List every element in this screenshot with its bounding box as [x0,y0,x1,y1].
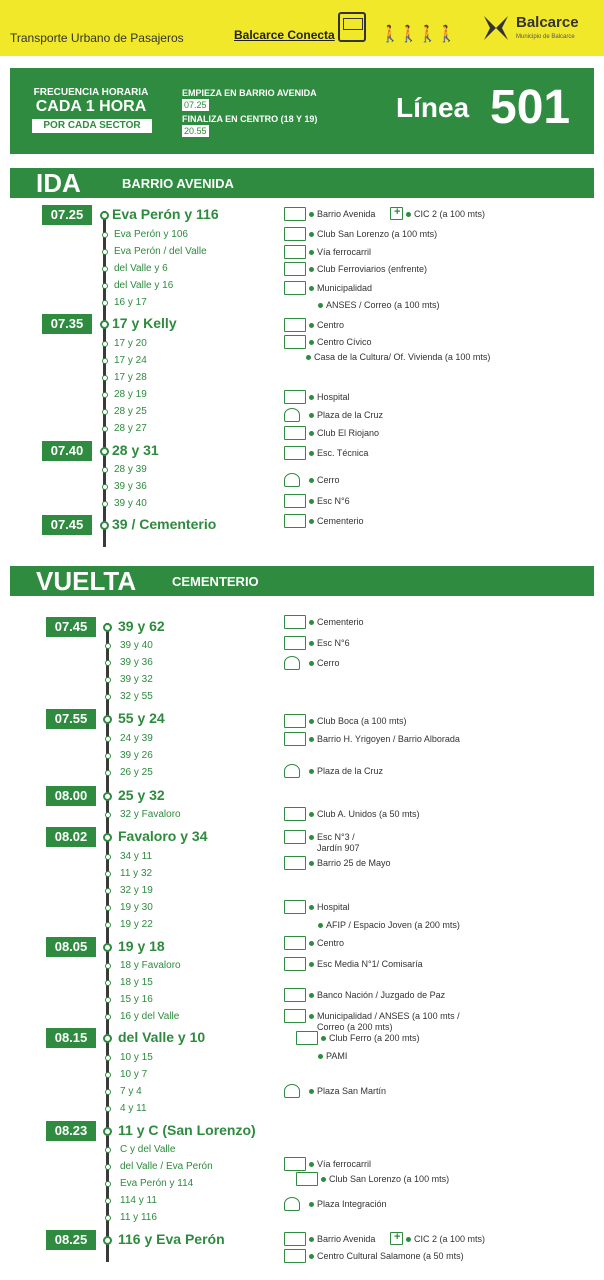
school-icon [284,446,306,460]
vuelta-destination: CEMENTERIO [172,574,259,589]
stop-marker [105,753,111,759]
school-icon [284,830,306,844]
stop-name: 28 y 39 [114,464,147,475]
poi-bullet [309,812,314,817]
stop-marker [105,1089,111,1095]
stop-marker [102,484,108,490]
stop-name: 18 y 15 [120,977,153,988]
poi-name: Esc N°6 [317,496,350,506]
poi-name: Municipalidad / ANSES (a 100 mts / Correo (a 200 mts) [317,1011,460,1032]
stop-name: 19 y 22 [120,919,153,930]
stop-marker [102,392,108,398]
stop-marker [105,660,111,666]
header-title: Transporte Urbano de Pasajeros [10,31,184,45]
poi-bullet [309,941,314,946]
side-credit [4,1129,10,1130]
page-header [0,0,604,56]
poi-bullet [309,1014,314,1019]
poi-name: Casa de la Cultura/ Of. Vivienda (a 100 mts) [314,352,491,362]
ida-section-header [10,168,594,198]
stop-marker [105,854,111,860]
tree-icon [284,1084,300,1098]
poi-bullet [309,993,314,998]
stop-marker [105,770,111,776]
poi-name: Club Boca (a 100 mts) [317,716,407,726]
vuelta-direction: VUELTA [36,566,137,596]
stop-marker [105,677,111,683]
stop-name: 114 y 11 [120,1195,157,1206]
stop-time: 08.15 [46,1028,96,1048]
stop-name: 28 y 31 [112,442,159,458]
people-icon: 🚶🚶🚶🚶 [380,26,456,43]
poi-bullet [309,1089,314,1094]
poi-bullet [309,451,314,456]
poi-name: Centro [317,320,345,330]
stop-time: 07.25 [42,205,92,225]
building-icon [284,856,306,870]
poi-bullet [309,340,314,345]
poi-bullet [309,737,314,742]
cultural-center-icon [284,1249,306,1263]
brand-name: Balcarce Conecta [234,28,335,42]
health-cross-icon: + [390,1232,403,1245]
stop-marker [103,792,112,801]
stop-time: 08.25 [46,1230,96,1250]
hospital-icon [284,390,306,404]
logo-subtitle: Municipio de Balcarce [516,34,575,40]
tree-icon [284,408,300,422]
club-icon [296,1172,318,1186]
hill-icon [284,656,300,670]
stop-name: 10 y 7 [120,1069,148,1080]
stop-name: 17 y 20 [114,338,147,349]
stop-name: 25 y 32 [118,787,165,803]
stop-name: 34 y 11 [120,851,153,862]
stop-marker [102,358,108,364]
poi-bullet [309,413,314,418]
stop-time: 07.45 [46,617,96,637]
stop-name: 11 y 116 [120,1212,157,1223]
stop-marker [102,249,108,255]
stop-marker [105,905,111,911]
poi-bullet [309,905,314,910]
poi-bullet [309,641,314,646]
poi-bullet [321,1177,326,1182]
stop-name: 28 y 25 [114,406,147,417]
stop-name: Eva Perón y 116 [112,206,219,222]
poi-bullet [309,212,314,217]
poi-name: Club A. Unidos (a 50 mts) [317,809,420,819]
tree-icon [284,1197,300,1211]
cemetery-icon [284,615,306,629]
poi-name: Cementerio [317,516,364,526]
stop-marker [105,1055,111,1061]
stop-marker [102,409,108,415]
poi-bullet [309,861,314,866]
stop-name: 55 y 24 [118,710,165,726]
stop-marker [105,1072,111,1078]
stop-name: 32 y 19 [120,885,153,896]
line-number: 501 [490,81,571,134]
stop-name: 10 y 15 [120,1052,153,1063]
poi-bullet [309,1237,314,1242]
poi-bullet [321,1036,326,1041]
club-icon [296,1031,318,1045]
vuelta-section-header [10,566,594,596]
poi-bullet [309,1254,314,1259]
end-label: FINALIZA EN CENTRO (18 Y 19) [182,114,318,124]
frequency-sub: POR CADA SECTOR [32,119,152,133]
stop-marker [103,715,112,724]
building-icon [284,207,306,221]
railway-icon [284,245,306,259]
bank-icon [284,988,306,1002]
poi-name: CIC 2 (a 100 mts) [414,1234,486,1244]
stop-marker [105,1106,111,1112]
club-icon [284,714,306,728]
poi-bullet [309,661,314,666]
health-cross-icon: + [390,207,403,220]
frequency-label: FRECUENCIA HORARIA [33,87,149,98]
poi-name: Barrio 25 de Mayo [317,858,391,868]
poi-name: Esc Media N°1/ Comisaría [317,959,423,969]
poi-name: Cerro [317,658,340,668]
stop-name: 17 y Kelly [112,315,177,331]
poi-name: Plaza San Martín [317,1086,387,1096]
poi-name: Plaza de la Cruz [317,766,384,776]
stop-time: 08.02 [46,827,96,847]
poi-bullet [309,250,314,255]
start-label: EMPIEZA EN BARRIO AVENIDA [182,88,317,98]
stop-name: 11 y C (San Lorenzo) [118,1122,256,1138]
stop-marker [102,283,108,289]
stop-marker [105,1181,111,1187]
line-label: Línea [396,92,470,123]
club-icon [284,426,306,440]
poi-name: Club San Lorenzo (a 100 mts) [317,229,438,239]
poi-name: Centro [317,938,345,948]
stop-name: 18 y Favaloro [120,960,181,971]
ida-destination: BARRIO AVENIDA [122,176,234,191]
poi-name: Centro Cultural Salamone (a 50 mts) [317,1251,464,1261]
logo-name: Balcarce [516,14,579,31]
poi-name: Esc. Técnica [317,448,369,458]
poi-name: CIC 2 (a 100 mts) [414,209,486,219]
stop-marker [102,501,108,507]
stop-marker [102,266,108,272]
stop-marker [105,888,111,894]
poi-bullet [309,499,314,504]
stop-name: 32 y 55 [120,691,153,702]
stop-marker [102,467,108,473]
poi-name: Barrio Avenida [317,209,376,219]
stop-marker [105,980,111,986]
hill-icon [284,473,300,487]
poi-name: Plaza de la Cruz [317,410,384,420]
poi-name: AFIP / Espacio Joven (a 200 mts) [326,920,460,930]
stop-marker [102,375,108,381]
school-icon [284,636,306,650]
poi-name: Vía ferrocarril [317,1159,372,1169]
poi-name: Esc N°3 / Jardín 907 [317,832,360,853]
stop-marker [102,341,108,347]
stop-name: del Valle y 10 [118,1029,206,1045]
ida-direction: IDA [36,168,81,198]
stop-marker [105,694,111,700]
stop-marker [105,871,111,877]
stop-name: del Valle y 16 [114,280,174,291]
stop-marker [103,1127,112,1136]
poi-bullet [309,835,314,840]
poi-bullet [406,212,411,217]
stop-name: 26 y 25 [120,767,153,778]
club-icon [284,262,306,276]
poi-bullet [309,962,314,967]
civic-center-icon [284,335,306,349]
poi-name: Club San Lorenzo (a 100 mts) [329,1174,450,1184]
stop-name: 39 y 36 [114,481,147,492]
poi-bullet [309,267,314,272]
stop-name: C y del Valle [120,1144,176,1155]
stop-name: del Valle y 6 [114,263,168,274]
stop-marker [105,1198,111,1204]
bus-icon [338,12,366,42]
poi-name: Hospital [317,392,350,402]
poi-name: Club Ferro (a 200 mts) [329,1033,420,1043]
poi-name: Plaza Integración [317,1199,387,1209]
poi-name: Hospital [317,902,350,912]
stop-name: 19 y 18 [118,938,165,954]
end-time: 20.55 [184,126,207,136]
poi-bullet [306,355,311,360]
stop-name: 39 y 26 [120,750,153,761]
stop-marker [103,833,112,842]
stop-time: 07.45 [42,515,92,535]
stop-marker [102,232,108,238]
club-icon [284,227,306,241]
city-center-icon [284,936,306,950]
stop-name: 19 y 30 [120,902,153,913]
stop-name: 16 y del Valle [120,1011,180,1022]
stop-time: 08.05 [46,937,96,957]
cemetery-icon [284,514,306,528]
stop-marker [105,922,111,928]
stop-name: 28 y 27 [114,423,147,434]
stop-time: 07.40 [42,441,92,461]
stop-name: 39 y 62 [118,618,165,634]
poi-bullet [318,923,323,928]
frequency-value: CADA 1 HORA [35,98,147,115]
poi-bullet [309,719,314,724]
stop-name: del Valle / Eva Perón [120,1161,213,1172]
poi-bullet [318,1054,323,1059]
poi-name: Vía ferrocarril [317,247,372,257]
building-icon [284,732,306,746]
poi-name: Cerro [317,475,340,485]
poi-name: Barrio Avenida [317,1234,376,1244]
poi-name: Banco Nación / Juzgado de Paz [317,990,446,1000]
stop-name: 39 / Cementerio [112,516,217,532]
stop-name: 24 y 39 [120,733,153,744]
stop-time: 07.55 [46,709,96,729]
municipal-icon [284,1009,306,1023]
stop-marker [102,300,108,306]
stop-marker [100,320,109,329]
poi-bullet [309,232,314,237]
stop-time: 08.00 [46,786,96,806]
stop-name: 17 y 28 [114,372,147,383]
stop-name: 39 y 36 [120,657,153,668]
poi-bullet [406,1237,411,1242]
stop-name: Eva Perón y 106 [114,229,188,240]
stop-marker [100,447,109,456]
stop-name: 39 y 40 [120,640,153,651]
stop-marker [103,1236,112,1245]
stop-name: 15 y 16 [120,994,153,1005]
club-icon [284,807,306,821]
poi-bullet [309,478,314,483]
stop-marker [100,521,109,530]
stop-marker [103,1034,112,1043]
stop-name: 4 y 11 [120,1103,147,1114]
poi-name: Barrio H. Yrigoyen / Barrio Alborada [317,734,460,744]
poi-bullet [309,395,314,400]
stop-marker [105,997,111,1003]
stop-marker [105,1147,111,1153]
poi-bullet [309,1162,314,1167]
poi-bullet [309,286,314,291]
stop-marker [105,1215,111,1221]
poi-bullet [309,323,314,328]
poi-name: Club Ferroviarios (enfrente) [317,264,428,274]
stop-name: Favaloro y 34 [118,828,208,844]
stop-time: 08.23 [46,1121,96,1141]
poi-name: Municipalidad [317,283,373,293]
tree-icon [284,764,300,778]
poi-bullet [309,431,314,436]
stop-name: 16 y 17 [114,297,147,308]
stop-marker [105,1014,111,1020]
stop-name: Eva Perón / del Valle [114,246,207,257]
building-icon [284,1232,306,1246]
stop-marker [105,963,111,969]
stop-marker [105,736,111,742]
poi-name: Centro Cívico [317,337,372,347]
stop-time: 07.35 [42,314,92,334]
poi-name: Esc N°6 [317,638,350,648]
stop-name: 7 y 4 [120,1086,142,1097]
stop-name: 39 y 40 [114,498,147,509]
stop-marker [103,943,112,952]
stop-marker [105,643,111,649]
stop-marker [105,1164,111,1170]
stop-name: 32 y Favaloro [120,809,181,820]
poi-name: ANSES / Correo (a 100 mts) [326,300,440,310]
stop-marker [105,812,111,818]
stop-name: Eva Perón y 114 [120,1178,194,1189]
stop-marker [100,211,109,220]
poi-bullet [309,769,314,774]
stop-name: 17 y 24 [114,355,147,366]
municipal-icon [284,281,306,295]
hospital-icon [284,900,306,914]
city-center-icon [284,318,306,332]
stop-name: 39 y 32 [120,674,153,685]
poi-bullet [309,519,314,524]
poi-name: Cementerio [317,617,364,627]
start-time: 07.25 [184,100,207,110]
poi-name: PAMI [326,1051,348,1061]
poi-bullet [309,1202,314,1207]
school-icon [284,957,306,971]
railway-icon [284,1157,306,1171]
poi-name: Club El Riojano [317,428,380,438]
stop-marker [103,623,112,632]
poi-bullet [309,620,314,625]
stop-name: 116 y Eva Perón [118,1231,225,1247]
stop-marker [102,426,108,432]
poi-bullet [318,303,323,308]
stop-name: 11 y 32 [120,868,153,879]
school-icon [284,494,306,508]
balcarce-logo-icon [482,14,510,42]
stop-name: 28 y 19 [114,389,147,400]
line-banner [10,68,594,154]
